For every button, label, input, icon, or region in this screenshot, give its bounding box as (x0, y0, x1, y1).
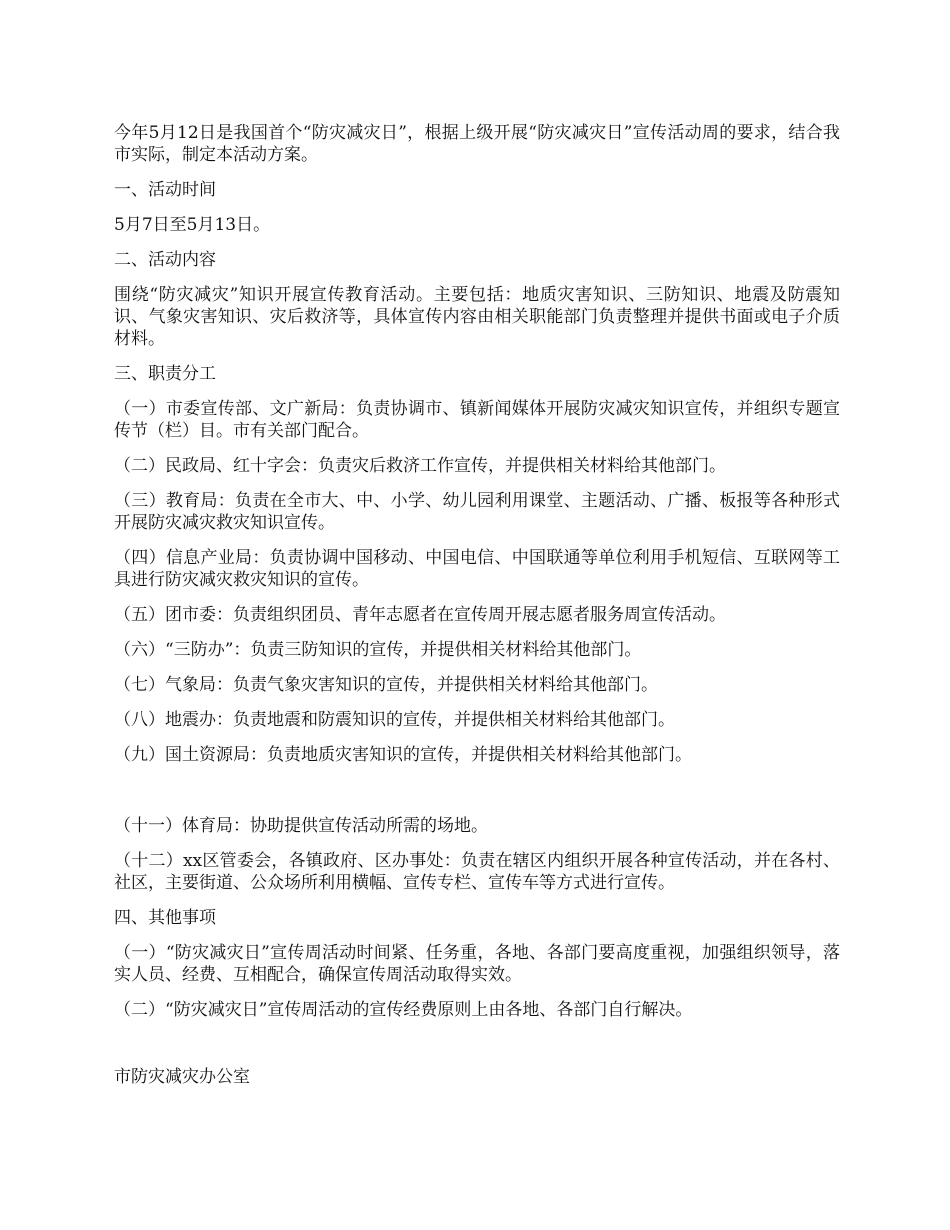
duty-item: （六）“三防办”：负责三防知识的宣传，并提供相关材料给其他部门。 (114, 640, 642, 660)
duty-item: （十二）xx区管委会，各镇政府、区办事处：负责在辖区内组织开展各种宣传活动，并在各村、社区，主要街道、公众场所利用横幅、宣传专栏、宣传车等方式进行宣传。 (114, 851, 840, 893)
section-body-time: 5月7日至5月13日。 (114, 215, 271, 235)
section-heading-duties: 三、职责分工 (114, 364, 216, 384)
signature: 市防灾减灾办公室 (114, 1067, 250, 1087)
section-body-content: 围绕“防灾减灾”知识开展宣传教育活动。主要包括：地质灾害知识、三防知识、地震及防震知识、气象灾害知识、灾后救济等，具体宣传内容由相关职能部门负责整理并提供书面或电子介质材料。 (114, 285, 840, 349)
document-body (114, 122, 840, 1088)
duty-item: （二）民政局、红十字会：负责灾后救济工作宣传，并提供相关材料给其他部门。 (114, 456, 726, 476)
duty-item: （九）国土资源局：负责地质灾害知识的宣传，并提供相关材料给其他部门。 (114, 745, 692, 765)
section-heading-time: 一、活动时间 (114, 180, 216, 200)
duty-item: （一）市委宣传部、文广新局：负责协调市、镇新闻媒体开展防灾减灾知识宣传，并组织专题宣传节（栏）目。市有关部门配合。 (114, 399, 840, 441)
other-item: （二）“防灾减灾日”宣传周活动的宣传经费原则上由各地、各部门自行解决。 (114, 1000, 693, 1020)
duty-item: （十一）体育局：协助提供宣传活动所需的场地。 (114, 816, 488, 836)
other-item: （一）“防灾减灾日”宣传周活动时间紧、任务重，各地、各部门要高度重视，加强组织领导，落实人员、经费、互相配合，确保宣传周活动取得实效。 (114, 943, 840, 985)
duty-item: （八）地震办：负责地震和防震知识的宣传，并提供相关材料给其他部门。 (114, 710, 675, 730)
intro-paragraph: 今年5月12日是我国首个“防灾减灾日”，根据上级开展“防灾减灾日”宣传活动周的要求，结合我市实际，制定本活动方案。 (114, 123, 840, 165)
section-heading-content: 二、活动内容 (114, 250, 216, 270)
section-heading-other: 四、其他事项 (114, 908, 216, 928)
duty-item: （三）教育局：负责在全市大、中、小学、幼儿园利用课堂、主题活动、广播、板报等各种形式开展防灾减灾救灾知识宣传。 (114, 491, 840, 533)
duty-item: （五）团市委：负责组织团员、青年志愿者在宣传周开展志愿者服务周宣传活动。 (114, 605, 726, 625)
duty-item: （四）信息产业局：负责协调中国移动、中国电信、中国联通等单位利用手机短信、互联网等工具进行防灾减灾救灾知识的宣传。 (114, 548, 840, 590)
duty-item: （七）气象局：负责气象灾害知识的宣传，并提供相关材料给其他部门。 (114, 675, 658, 695)
